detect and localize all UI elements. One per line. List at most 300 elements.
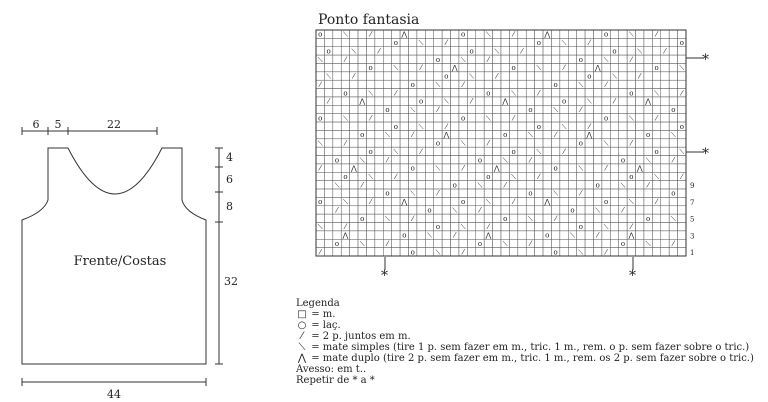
chart-cell	[610, 156, 618, 164]
chart-cell	[669, 89, 677, 97]
chart-cell	[476, 114, 484, 122]
slash-icon: ⁄	[395, 89, 397, 98]
backslash-icon: ⟍	[460, 223, 466, 232]
chart-cell	[392, 72, 400, 80]
chart-cell	[467, 130, 475, 138]
chart-cell	[644, 30, 652, 38]
yo-icon: o	[587, 72, 592, 81]
yo-icon: o	[461, 114, 466, 123]
chart-cell	[518, 105, 526, 113]
chart-cell	[476, 172, 484, 180]
chart-cell	[669, 164, 677, 172]
chart-cell	[358, 139, 366, 147]
chart-cell	[543, 97, 551, 105]
yo-icon: o	[654, 64, 659, 73]
chart-cell	[425, 214, 433, 222]
chart-cell	[341, 122, 349, 130]
chart-cell	[551, 47, 559, 55]
chart-cell	[467, 30, 475, 38]
chart-cell	[560, 156, 568, 164]
chart-cell	[543, 181, 551, 189]
caret-icon: ⋀	[502, 97, 509, 106]
chart-cell	[425, 38, 433, 46]
chart-cell	[366, 239, 374, 247]
chart-cell	[627, 206, 635, 214]
yo-icon: o	[646, 131, 651, 140]
chart-cell	[400, 63, 408, 71]
chart-cell	[568, 47, 576, 55]
chart-cell	[518, 139, 526, 147]
yo-icon: o	[545, 231, 550, 240]
chart-cell	[350, 130, 358, 138]
yo-icon: o	[318, 30, 323, 39]
chart-cell	[451, 239, 459, 247]
yo-icon: o	[528, 106, 533, 115]
chart-cell	[358, 122, 366, 130]
chart-cell	[585, 239, 593, 247]
slash-icon: ⁄	[386, 156, 389, 165]
chart-cell	[652, 248, 660, 256]
chart-cell	[442, 197, 450, 205]
chart-cell	[476, 231, 484, 239]
chart-cell	[526, 164, 534, 172]
chart-cell	[568, 156, 576, 164]
yo-icon: o	[511, 64, 516, 73]
chart-cell	[526, 248, 534, 256]
chart-cell	[594, 114, 602, 122]
chart-cell	[442, 189, 450, 197]
chart-cell	[661, 30, 669, 38]
slash-icon: ⁄	[639, 72, 641, 81]
chart-cell	[543, 105, 551, 113]
chart-cell	[535, 114, 543, 122]
caret-icon: ⋀	[350, 164, 357, 173]
chart-cell	[459, 206, 467, 214]
chart-cell	[484, 147, 492, 155]
chart-cell	[341, 97, 349, 105]
chart-cell	[459, 89, 467, 97]
chart-cell	[585, 80, 593, 88]
chart-cell	[417, 72, 425, 80]
chart-cell	[610, 181, 618, 189]
chart-cell	[501, 47, 509, 55]
chart-cell	[509, 105, 517, 113]
chart-cell	[375, 239, 383, 247]
chart-cell	[425, 122, 433, 130]
yo-icon: o	[410, 80, 415, 89]
chart-cell	[316, 63, 324, 71]
backslash-icon: ⟍	[561, 39, 567, 48]
chart-cell	[610, 206, 618, 214]
chart-cell	[669, 55, 677, 63]
chart-cell	[577, 30, 585, 38]
chart-cell	[535, 248, 543, 256]
chart-cell	[518, 55, 526, 63]
chart-cell	[442, 214, 450, 222]
chart-cell	[577, 122, 585, 130]
chart-cell	[451, 164, 459, 172]
chart-cell	[400, 214, 408, 222]
chart-cell	[493, 172, 501, 180]
measure-right-4: 32	[224, 275, 238, 288]
chart-cell	[493, 55, 501, 63]
chart-cell	[383, 181, 391, 189]
chart-cell	[568, 197, 576, 205]
chart-cell	[451, 97, 459, 105]
chart-cell	[636, 239, 644, 247]
chart-cell	[324, 38, 332, 46]
chart-cell	[661, 122, 669, 130]
chart-cell	[585, 30, 593, 38]
chart-cell	[594, 139, 602, 147]
chart-cell	[409, 197, 417, 205]
yo-icon: o	[486, 172, 491, 181]
chart-cell	[476, 164, 484, 172]
chart-cell	[484, 38, 492, 46]
backslash-icon: ⟍	[645, 239, 651, 248]
chart-cell	[409, 147, 417, 155]
chart-cell	[442, 231, 450, 239]
chart-cell	[341, 206, 349, 214]
chart-cell	[678, 156, 686, 164]
yo-icon: o	[612, 47, 617, 56]
chart-cell	[610, 38, 618, 46]
chart-cell	[568, 80, 576, 88]
yo-icon: o	[435, 223, 441, 232]
chart-cell	[669, 122, 677, 130]
chart-cell	[333, 122, 341, 130]
chart-cell	[610, 147, 618, 155]
chart-cell	[594, 223, 602, 231]
chart-cell	[526, 206, 534, 214]
legend-item-yo	[296, 320, 754, 331]
chart-cell	[627, 239, 635, 247]
chart-cell	[366, 38, 374, 46]
chart-cell	[636, 130, 644, 138]
chart-cell	[577, 181, 585, 189]
chart-cell	[375, 223, 383, 231]
chart-cell	[476, 223, 484, 231]
chart-cell	[661, 197, 669, 205]
square-icon: □	[297, 309, 307, 320]
slash-icon: ⁄	[370, 114, 372, 123]
backslash-icon: ⟍	[502, 239, 508, 248]
chart-cell	[341, 147, 349, 155]
chart-cell	[333, 47, 341, 55]
chart-cell	[669, 206, 677, 214]
chart-cell	[324, 55, 332, 63]
caret-icon: ⋀	[359, 97, 366, 106]
chart-cell	[350, 114, 358, 122]
chart-cell	[392, 206, 400, 214]
chart-cell	[417, 55, 425, 63]
chart-cell	[341, 189, 349, 197]
chart-cell	[636, 206, 644, 214]
chart-cell	[459, 97, 467, 105]
chart-cell	[451, 248, 459, 256]
chart-cell	[509, 97, 517, 105]
chart-cell	[383, 248, 391, 256]
slash-icon: ⁄	[301, 331, 303, 342]
chart-cell	[400, 223, 408, 231]
chart-cell	[551, 147, 559, 155]
chart-cell	[392, 239, 400, 247]
chart-cell	[636, 181, 644, 189]
chart-cell	[501, 89, 509, 97]
chart-cell	[518, 214, 526, 222]
backslash-icon: ⟍	[527, 214, 533, 223]
chart-cell	[602, 147, 610, 155]
slash-icon: ⁄	[630, 139, 632, 148]
chart-cell	[594, 164, 602, 172]
chart-cell	[669, 248, 677, 256]
backslash-icon: ⟍	[317, 139, 323, 148]
yo-icon: o	[402, 231, 407, 240]
chart-cell	[652, 156, 660, 164]
chart-cell	[551, 231, 559, 239]
chart-cell	[661, 206, 669, 214]
chart-cell	[417, 130, 425, 138]
chart-cell	[383, 55, 391, 63]
chart-cell	[602, 63, 610, 71]
chart-cell	[551, 239, 559, 247]
chart-cell	[442, 181, 450, 189]
chart-cell	[568, 147, 576, 155]
chart-cell	[493, 30, 501, 38]
chart-cell	[518, 156, 526, 164]
chart-cell	[341, 63, 349, 71]
backslash-icon: ⟍	[578, 164, 584, 173]
chart-cell	[442, 164, 450, 172]
chart-cell	[610, 239, 618, 247]
chart-cell	[627, 122, 635, 130]
yo-icon: o	[570, 206, 575, 215]
chart-cell	[324, 105, 332, 113]
chart-cell	[644, 89, 652, 97]
chart-cell	[383, 72, 391, 80]
chart-cell	[678, 139, 686, 147]
chart-cell	[333, 139, 341, 147]
slash-icon: ⁄	[529, 156, 532, 165]
legend-avesso: Avesso: em t..	[296, 364, 367, 375]
chart-cell	[619, 105, 627, 113]
chart-cell	[442, 223, 450, 231]
chart-cell	[425, 63, 433, 71]
chart-cell	[375, 248, 383, 256]
chart-cell	[425, 156, 433, 164]
legend-repeat: Repetir de * a *	[296, 375, 375, 386]
chart-cell	[678, 130, 686, 138]
chart-cell	[324, 122, 332, 130]
chart-cell	[501, 206, 509, 214]
chart-cell	[400, 156, 408, 164]
row-number: 7	[690, 198, 695, 207]
chart-cell	[678, 223, 686, 231]
chart-cell	[518, 231, 526, 239]
chart-cell	[560, 231, 568, 239]
backslash-icon: ⟍	[511, 89, 517, 98]
chart-cell	[619, 63, 627, 71]
chart-cell	[585, 147, 593, 155]
chart-cell	[594, 105, 602, 113]
chart-cell	[551, 223, 559, 231]
chart-cell	[324, 239, 332, 247]
backslash-icon: ⟍	[485, 114, 491, 123]
chart-cell	[383, 89, 391, 97]
chart-cell	[409, 139, 417, 147]
chart-cell	[585, 206, 593, 214]
chart-cell	[417, 231, 425, 239]
yo-icon: o	[318, 198, 323, 207]
chart-cell	[551, 122, 559, 130]
slash-icon: ⁄	[630, 55, 632, 64]
chart-cell	[669, 147, 677, 155]
backslash-icon: ⟍	[485, 198, 491, 207]
chart-cell	[417, 223, 425, 231]
slash-icon: ⁄	[681, 172, 683, 181]
chart-cell	[400, 72, 408, 80]
chart-cell	[526, 181, 534, 189]
chart-cell	[568, 97, 576, 105]
chart-cell	[518, 206, 526, 214]
chart-cell	[610, 80, 618, 88]
chart-cell	[476, 248, 484, 256]
chart-cell	[661, 80, 669, 88]
circle-icon: ○	[297, 320, 307, 331]
chart-cell	[442, 206, 450, 214]
chart-cell	[459, 214, 467, 222]
backslash-icon: ⟍	[410, 106, 416, 115]
chart-cell	[652, 38, 660, 46]
chart-cell	[678, 214, 686, 222]
chart-cell	[392, 47, 400, 55]
chart-cell	[476, 47, 484, 55]
yo-icon: o	[604, 30, 609, 39]
chart-cell	[610, 55, 618, 63]
chart-cell	[467, 89, 475, 97]
chart-cell	[535, 55, 543, 63]
chart-cell	[585, 223, 593, 231]
chart-cell	[543, 156, 551, 164]
chart-cell	[661, 231, 669, 239]
chart-cell	[602, 47, 610, 55]
chart-cell	[392, 55, 400, 63]
chart-cell	[652, 181, 660, 189]
chart-cell	[493, 206, 501, 214]
chart-cell	[350, 206, 358, 214]
slash-icon: ⁄	[445, 122, 447, 131]
chart-cell	[535, 156, 543, 164]
chart-cell	[409, 97, 417, 105]
chart-cell	[669, 223, 677, 231]
chart-cell	[543, 223, 551, 231]
slash-icon: ⁄	[445, 39, 447, 48]
chart-cell	[392, 248, 400, 256]
chart-cell	[467, 197, 475, 205]
chart-cell	[375, 30, 383, 38]
yo-icon: o	[553, 248, 558, 257]
chart-cell	[509, 206, 517, 214]
chart-cell	[535, 239, 543, 247]
chart-cell	[678, 164, 686, 172]
chart-cell	[594, 80, 602, 88]
chart-cell	[400, 189, 408, 197]
chart-cell	[350, 122, 358, 130]
chart-cell	[417, 197, 425, 205]
backslash-icon: ⟍	[670, 131, 676, 140]
chart-cell	[652, 97, 660, 105]
yo-icon: o	[503, 131, 508, 140]
chart-cell	[568, 72, 576, 80]
slash-icon: ⁄	[538, 89, 540, 98]
chart-cell	[619, 189, 627, 197]
repeat-marker-bottom-right: *	[629, 268, 636, 284]
slash-icon: ⁄	[328, 97, 330, 106]
caret-icon: ⋀	[401, 30, 408, 39]
chart-cell	[535, 223, 543, 231]
chart-cell	[678, 189, 686, 197]
chart-cell	[610, 223, 618, 231]
chart-cell	[392, 80, 400, 88]
chart-cell	[669, 80, 677, 88]
chart-cell	[518, 248, 526, 256]
chart-cell	[316, 231, 324, 239]
chart-cell	[602, 156, 610, 164]
legend-item-ssk	[296, 342, 754, 353]
chart-cell	[535, 189, 543, 197]
chart-cell	[484, 63, 492, 71]
chart-cell	[392, 130, 400, 138]
chart-cell	[644, 114, 652, 122]
chart-cell	[661, 72, 669, 80]
chart-cell	[678, 97, 686, 105]
yo-icon: o	[578, 139, 583, 148]
legend-text: = mate duplo (tire 2 p. sem fazer em m., tric. 1 m., rem. os 2 p. sem fazer sobre o tric.)	[311, 353, 754, 364]
chart-cell	[425, 47, 433, 55]
measure-right-1: 4	[226, 151, 233, 164]
chart-cell	[636, 97, 644, 105]
chart-cell	[636, 38, 644, 46]
slash-icon: ⁄	[420, 147, 422, 156]
slash-icon: ⁄	[386, 239, 389, 248]
chart-cell	[375, 172, 383, 180]
backslash-icon: ⟍	[443, 97, 449, 106]
chart-cell	[619, 55, 627, 63]
slash-icon: ⁄	[672, 156, 674, 165]
caret-icon: ⋀	[297, 353, 307, 364]
yo-icon: o	[334, 239, 340, 248]
chart-cell	[636, 139, 644, 147]
backslash-icon: ⟍	[485, 30, 491, 39]
chart-cell	[467, 114, 475, 122]
chart-cell	[610, 114, 618, 122]
chart-cell	[644, 55, 652, 63]
chart-cell	[434, 30, 442, 38]
chart-cell	[358, 164, 366, 172]
chart-cell	[375, 55, 383, 63]
chart-cell	[451, 147, 459, 155]
chart-cell	[585, 105, 593, 113]
chart-cell	[644, 231, 652, 239]
slash-icon: ⁄	[580, 106, 582, 115]
chart-cell	[316, 72, 324, 80]
yo-icon: o	[528, 189, 533, 198]
chart-cell	[316, 206, 324, 214]
chart-cell	[358, 206, 366, 214]
chart-cell	[375, 214, 383, 222]
chart-cell	[518, 130, 526, 138]
chart-cell	[400, 248, 408, 256]
